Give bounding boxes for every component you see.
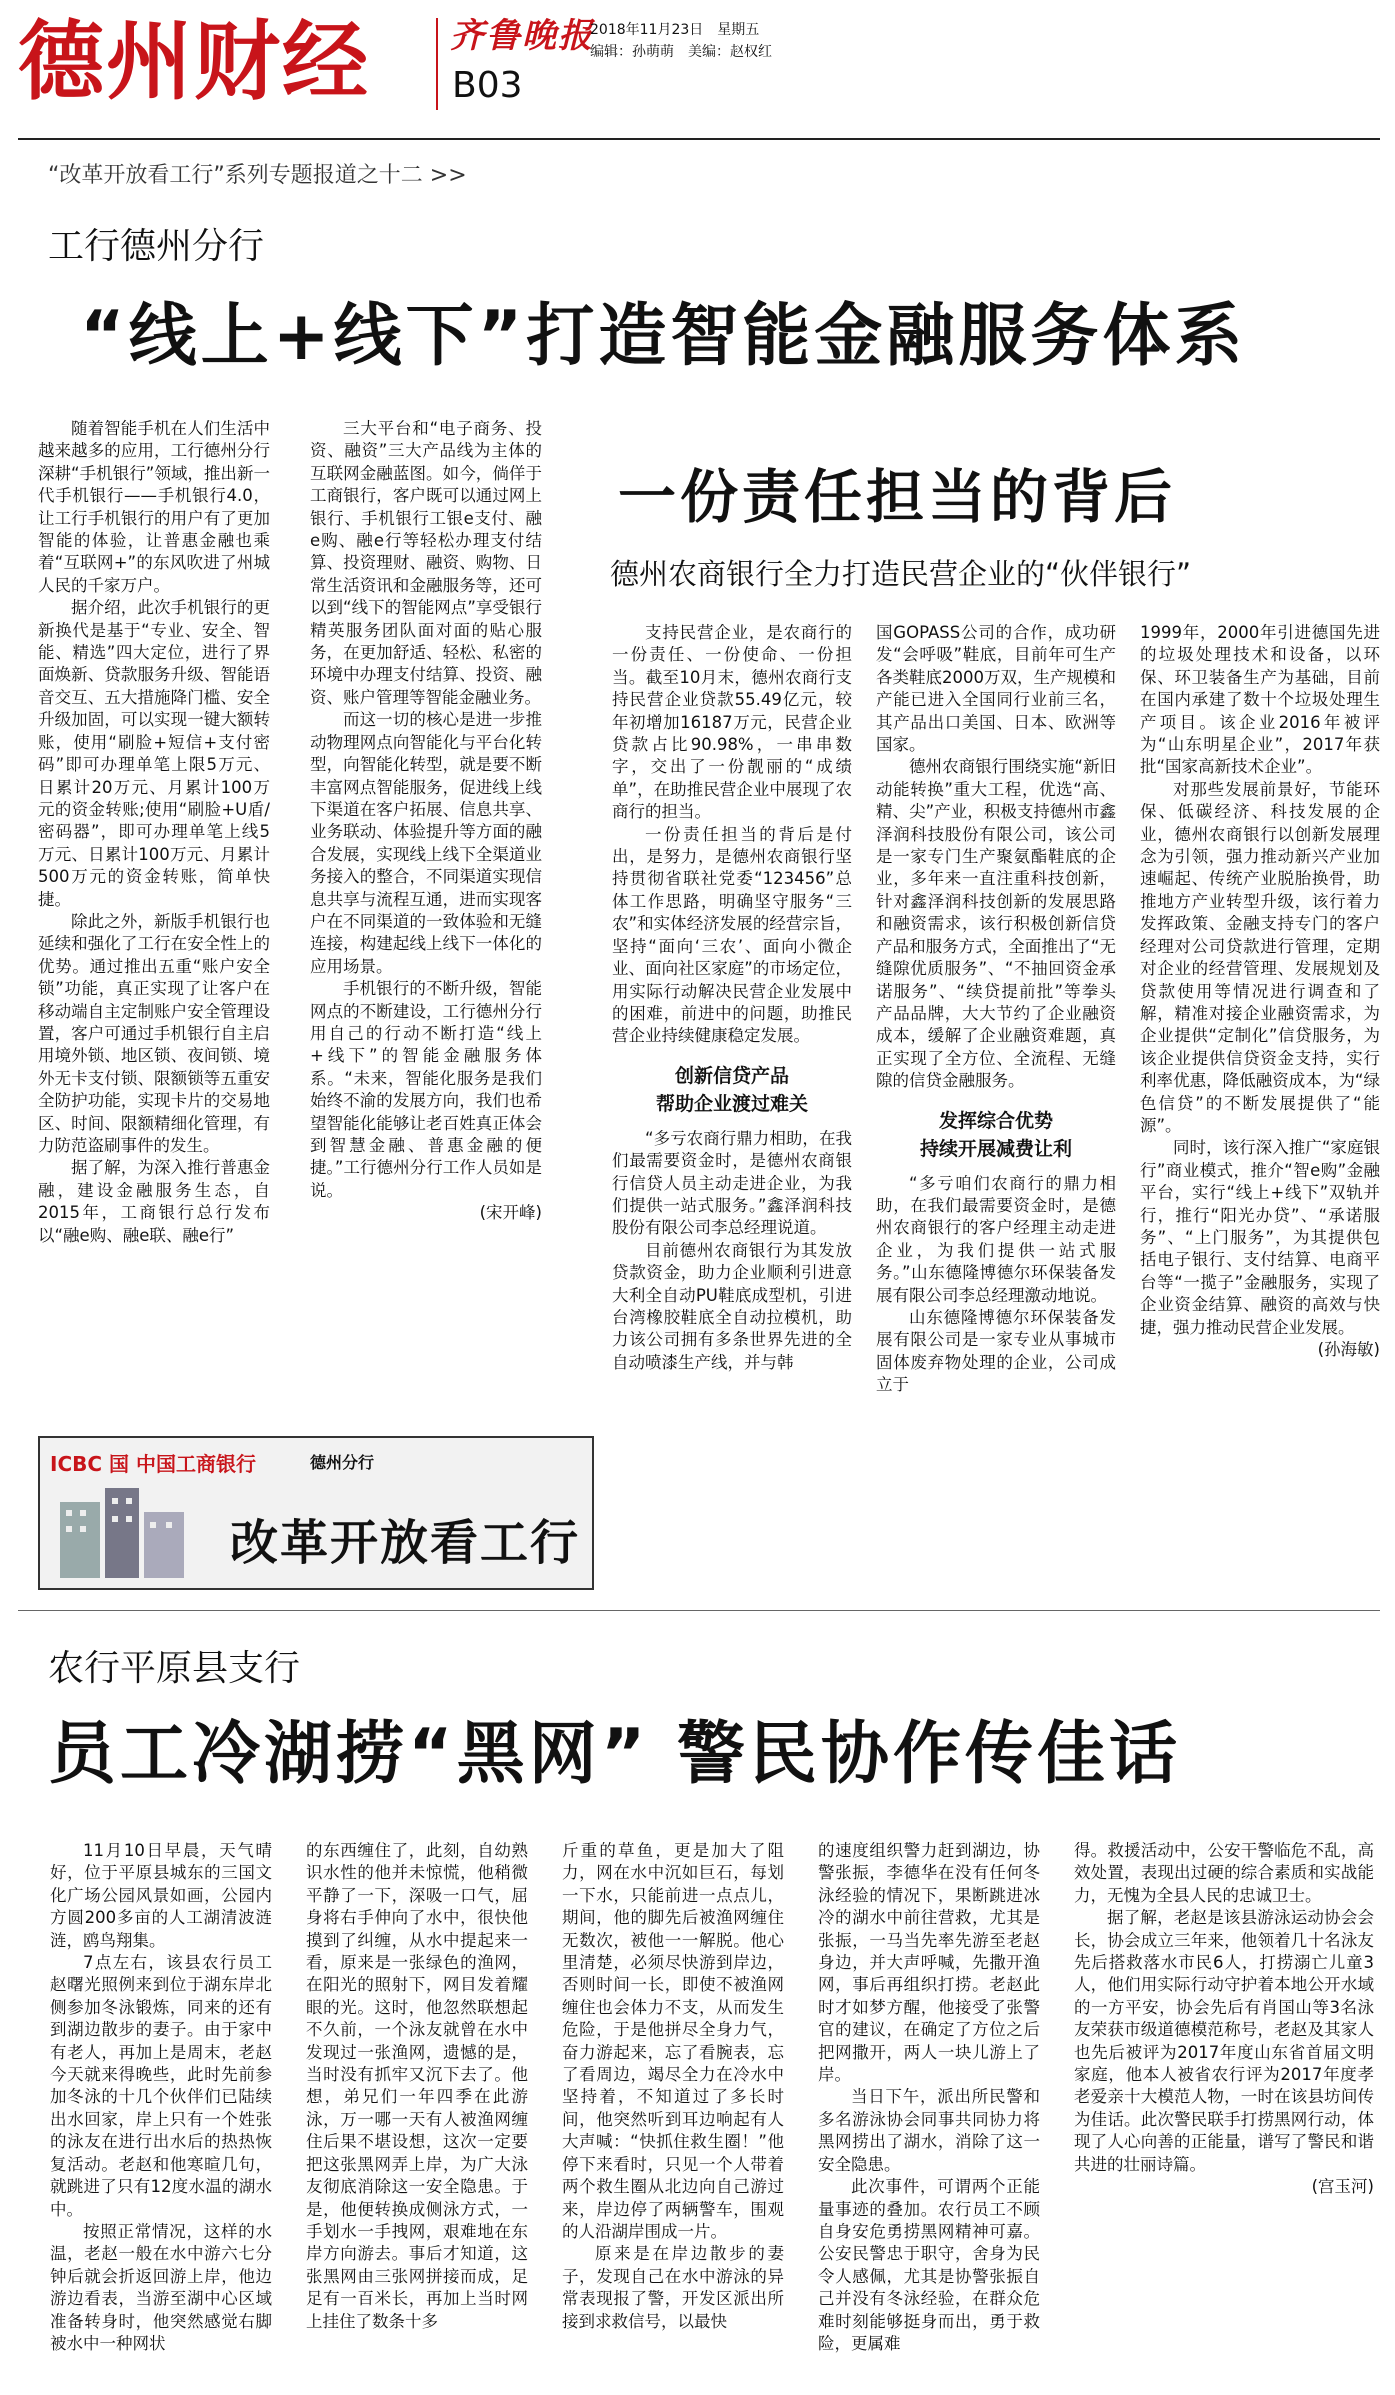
icbc-logo: ICBC 国 中国工商银行 [50, 1452, 256, 1476]
paragraph: 当日下午，派出所民警和多名游泳协会同事共同协力将黑网捞出了湖水，消除了这一安全隐患。 [818, 2087, 1040, 2174]
bank-building-icon [50, 1482, 190, 1578]
section-rule [18, 1610, 1380, 1611]
editor-credits: 编辑：孙萌萌 美编：赵权红 [590, 44, 772, 60]
story2-column-c [612, 622, 852, 1712]
paragraph: 原来是在岸边散步的妻子，发现自己在水中游泳的异常表现报了警，开发区派出所接到求救信号，以最快 [562, 2244, 784, 2331]
banner-branch: 德州分行 [310, 1453, 375, 1472]
paragraph: 对那些发展前景好，节能环保、低碳经济、科技发展的企业，德州农商银行以创新发展理念为引领，强力推动新兴产业加速崛起、传统产业脱胎换骨，助推地方产业转型升级，该行着力发挥政策、金融支持专门的客户经理对公司贷款进行管理，定期对企业的经营管理、发展规划及贷款使用等情况进行调查和了解，精准对接企业融资需求，为企业提供“定制化”信贷服务，为该企业提供信贷资金支持，实行利率优惠，降低融资成本，为“绿色信贷”的不断发展提供了“能源”。 [1140, 779, 1380, 1135]
story1-headline: “线上+线下”打造智能金融服务体系 [80, 297, 1247, 376]
masthead-divider [436, 18, 438, 110]
series-label: “改革开放看工行”系列专题报道之十二 >> [48, 163, 467, 188]
paragraph: 的速度组织警力赶到湖边，协警张振，李德华在没有任何冬泳经验的情况下，果断跳进冰冷的湖水中前往营救，尤其是张振，一马当先率先游至老赵身边，并大声呼喊，先撒开渔网，事后再组织打捞。老赵此时才如梦方醒，他接受了张警官的建议，在确定了方位之后把网撒开，两人一块儿游上了岸。 [818, 1841, 1040, 2085]
story1-kicker: 工行德州分行 [48, 226, 265, 267]
page-number: B03 [452, 65, 523, 106]
paragraph: 1999年，2000年引进德国先进的垃圾处理技术和设备，以环保、环卫装备生产为基础，目前在国内承建了数十个垃圾处理生产项目。该企业2016年被评为“山东明星企业”，2017年获批“国家高新技术企业”。 [1140, 623, 1380, 777]
story2-subhead-1: 创新信贷产品 帮助企业渡过难关 [655, 1064, 808, 1115]
paragraph: 此次事件，可谓两个正能量事迹的叠加。农行员工不顾自身安危勇捞黑网精神可嘉。公安民警忠于职守，舍身为民令人感佩，尤其是协警张振自己并没有冬泳经验，在群众危难时刻能够挺身而出，勇于救险，更属难 [818, 2177, 1040, 2353]
icbc-banner [38, 1436, 594, 1590]
story3-byline: (宫玉河) [1311, 2177, 1374, 2197]
story3-headline: 员工冷湖捞“黑网” 警民协作传佳话 [48, 1715, 1182, 1794]
paragraph: 目前德州农商银行为其发放贷款资金，助力企业顺利引进意大利全自动PU鞋底成型机，引进台湾橡胶鞋底全自动拉模机，助力该公司拥有多条世界先进的全自动喷漆生产线，并与韩 [612, 1240, 852, 1372]
paragraph: “多亏咱们农商行的鼎力相助，在我们最需要资金时，是德州农商银行的客户经理主动走进企业，为我们提供一站式服务。”山东德隆博德尔环保装备发展有限公司李总经理激动地说。 [876, 1173, 1116, 1305]
banner-title: 改革开放看工行 [230, 1515, 581, 1571]
paragraph: 支持民营企业，是农商行的一份责任、一份使命、一份担当。截至10月末，德州农商行支持民营企业贷款55.49亿元，较年初增加16187万元，民营企业贷款占比90.98%，一串串数字，交出了一份靓丽的“成绩单”，在助推民营企业中展现了农商行的担当。 [612, 623, 852, 822]
paragraph: 斤重的草鱼，更是加大了阻力，网在水中沉如巨石，每划一下水，只能前进一点点儿，期间，他的脚先后被渔网缠住无数次，被他一一解脱。他心里清楚，必须尽快游到岸边，否则时间一长，即使不被渔网缠住也会体力不支，从而发生危险，于是他拼尽全身力气，奋力游起来，忘了看腕表，忘了看周边，竭尽全力在冷水中坚持着，不知道过了多长时间，他突然听到耳边响起有人大声喊：“快抓住救生圈！”他停下来看时，只见一个人带着两个救生圈从北边向自己游过来，岸边停了两辆警车，围观的人沿湖岸围成一片。 [562, 1841, 784, 2241]
story2-byline: (孙海敏) [1317, 1340, 1380, 1359]
paragraph: 山东德隆博德尔环保装备发展有限公司是一家专业从事城市固体废弃物处理的企业，公司成立于 [876, 1307, 1116, 1395]
story2-column-d [876, 622, 1116, 1712]
story2-deck: 德州农商银行全力打造民营企业的“伙伴银行” [610, 557, 1192, 591]
paragraph: 随着智能手机在人们生活中越来越多的应用，工行德州分行深耕“手机银行”领域，推出新一代手机银行——手机银行4.0，让工行手机银行的用户有了更加智能的体验，让普惠金融也乘着“互联网+”的东风吹进了州城人民的千家万户。 [38, 419, 270, 595]
story2-column-e [1140, 622, 1380, 1712]
paragraph: 德州农商银行围绕实施“新旧动能转换”重大工程，优选“高、精、尖”产业，积极支持德州市鑫泽润科技股份有限公司，该公司是一家专门生产聚氨酯鞋底的企业，多年来一直注重科技创新，针对鑫泽润科技创新的发展思路和融资需求，该行积极创新信贷产品和服务方式，全面推出了“无缝隙优质服务”、“不抽回资金承诺服务”、“续贷提前批”等拳头产品品牌，大大节约了企业融资成本，缓解了企业融资难题，真正实现了全方位、全流程、无缝隙的信贷金融服务。 [876, 757, 1116, 1091]
paragraph: 三大平台和“电子商务、投资、融资”三大产品线为主体的互联网金融蓝图。如今，倘佯于工商银行，客户既可以通过网上银行、手机银行工银e支付、融e购、融e行等轻松办理支付结算、投资理财、融资、购物、日常生活资讯和金融服务等，还可以到“线下的智能网点”享受银行精英服务团队面对面的贴心服务，在更加舒适、轻松、私密的环境中办理支付结算、投资、融资、账户管理等智能金融业务。 [310, 419, 542, 707]
paragraph: 手机银行的不断升级，智能网点的不断建设，工行德州分行用自己的行动不断打造“线上+线下”的智能金融服务体系。“未来，智能化服务是我们始终不渝的发展方向，我们也希望智能化能够让老百姓真正体会到智慧金融、普惠金融的便捷。”工行德州分行工作人员如是说。 [310, 979, 542, 1200]
story3-column-g [306, 1840, 528, 2380]
story2-subhead-2: 发挥综合优势 持续开展减费让利 [919, 1109, 1072, 1160]
story1-byline: (宋开峰) [479, 1203, 542, 1223]
paragraph: “多亏农商行鼎力相助，在我们最需要资金时，是德州农商银行信贷人员主动走进企业，为我们提供一站式服务。”鑫泽润科技股份有限公司李总经理说道。 [612, 1128, 852, 1238]
paragraph: 的东西缠住了，此刻，自幼熟识水性的他并未惊慌，他稍微平静了一下，深吸一口气，屈身将右手伸向了水中，很快他摸到了纠缠，从水中提起来一看，原来是一张绿色的渔网，在阳光的照射下，网目发着耀眼的光。这时，他忽然联想起不久前，一个泳友就曾在水中发现过一张渔网，遗憾的是，当时没有抓牢又沉下去了。他想，弟兄们一年四季在此游泳，万一哪一天有人被渔网缠住后果不堪设想，这次一定要把这张黑网弄上岸，为广大泳友彻底消除这一安全隐患。于是，他便转换成侧泳方式，一手划水一手拽网，艰难地在东岸方向游去。事后才知道，这张黑网由三张网拼接而成，足足有一百米长，再加上当时网上挂住了数条十多 [306, 1841, 528, 2331]
paragraph: 国GOPASS公司的合作，成功研发“会呼吸”鞋底，目前年可生产各类鞋底2000万双，生产规模和产能已进入全国同行业前三名，其产品出口美国、日本、欧洲等国家。 [876, 623, 1116, 755]
story3-column-i [818, 1840, 1040, 2380]
newspaper-logo: 齐鲁晚报 [450, 16, 594, 56]
paragraph: 据了解，为深入推行普惠金融，建设金融服务生态，自2015年，工商银行总行发布以“融e购、融e联、融e行” [38, 1158, 270, 1245]
paragraph: 同时，该行深入推广“家庭银行”商业模式，推介“智e购”金融平台，实行“线上+线下”双轨并行，推行“阳光办贷”、“承诺服务”、“上门服务”，为其提供包括电子银行、支付结算、电商平台等“一揽子”金融服务，实现了企业资金结算、融资的高效与快捷，强力推动民营企业发展。 [1140, 1138, 1380, 1337]
paragraph: 按照正常情况，这样的水温，老赵一般在水中游六七分钟后就会折返回游上岸，他边游边看表，当游至湖中心区域准备转身时，他突然感觉右脚被水中一种网状 [50, 2221, 272, 2353]
story3-kicker: 农行平原县支行 [48, 1648, 301, 1689]
paragraph: 得。救援活动中，公安干警临危不乱，高效处置，表现出过硬的综合素质和实战能力，无愧为全县人民的忠诚卫士。 [1074, 1841, 1374, 1905]
paragraph: 据了解，老赵是该县游泳运动协会会长，协会成立三年来，他领着几十名泳友先后搭救落水市民6人，打捞溺亡儿童3人，他们用实际行动守护着本地公开水域的一方平安，协会先后有肖国山等3名泳友荣获市级道德模范称号，老赵及其家人也先后被评为2017年度山东省首届文明家庭，他本人被省农行评为2017年度孝老爱亲十大模范人物，一时在该县坊间传为佳话。此次警民联手打捞黑网行动，体现了人心向善的正能量，谱写了警民和谐共进的壮丽诗篇。 [1074, 1908, 1374, 2174]
section-title: 德州财经 [18, 12, 370, 112]
masthead-rule [18, 138, 1380, 140]
paragraph: 一份责任担当的背后是付出，是努力，是德州农商银行坚持贯彻省联社党委“123456”总体工作思路，明确坚守服务“三农”和实体经济发展的经营宗旨，坚持“面向‘三农’、面向小微企业、面向社区家庭”的市场定位，用实际行动解决民营企业发展中的困难，前进中的问题，助推民营企业持续健康稳定发展。 [612, 824, 852, 1046]
story3-column-h [562, 1840, 784, 2380]
paragraph: 7点左右，该县农行员工赵曙光照例来到位于湖东岸北侧参加冬泳锻炼，同来的还有到湖边散步的妻子。由于家中有老人，再加上是周末，老赵今天就来得晚些，此时先前参加冬泳的十几个伙伴们已陆续出水回家，岸上只有一个姓张的泳友在进行出水后的热热恢复活动。老赵和他寒暄几句，就跳进了只有12度水温的湖水中。 [50, 1953, 272, 2219]
paragraph: 据介绍，此次手机银行的更新换代是基于“专业、安全、智能、精选”四大定位，进行了界面焕新、贷款服务升级、智能语音交互、五大措施降门槛、安全升级加固，可以实现一键大额转账，使用“刷脸+短信+支付密码”即可办理单笔上限5万元、日累计20万元、月累计100万元的资金转账;使用“刷脸+U盾/密码器”，即可办理单笔上线5万元、日累计100万元、月累计500万元的资金转账，简单快捷。 [38, 598, 270, 909]
paragraph: 而这一切的核心是进一步推动物理网点向智能化与平台化转型，向智能化转型，就是要不断丰富网点智能服务，促进线上线下渠道在客户拓展、信息共享、业务联动、体验提升等方面的融合发展，实现线上线下全渠道业务接入的整合，不同渠道实现信息共享与流程互通，进而实现客户在不同渠道的一致体验和无缝连接，构建起线上线下一体化的应用场景。 [310, 710, 542, 976]
paragraph: 11月10日早晨，天气晴好，位于平原县城东的三国文化广场公园风景如画，公园内方圆200多亩的人工湖清波涟涟，鸥鸟翔集。 [50, 1841, 272, 1950]
issue-date: 2018年11月23日 星期五 [590, 22, 760, 38]
story3-column-f [50, 1840, 272, 2380]
story2-headline: 一份责任担当的背后 [618, 463, 1177, 531]
paragraph: 除此之外，新版手机银行也延续和强化了工行在安全性上的优势。通过推出五重“账户安全锁”功能，真正实现了让客户在移动端自主定制账户安全管理设置，客户可通过手机银行自主启用境外锁、地区锁、夜间锁、境外无卡支付锁、限额锁等五重安全防护功能，实现卡片的交易地区、时间、限额精细化管理，有力防范盗刷事件的发生。 [38, 911, 270, 1155]
story3-column-j [1074, 1840, 1374, 2380]
